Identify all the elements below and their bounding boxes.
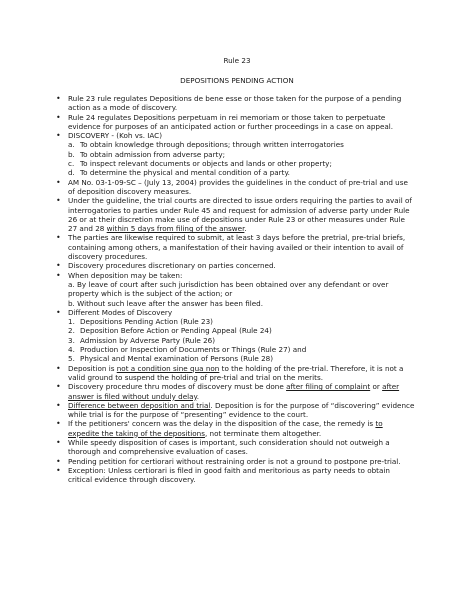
sub-item bbox=[68, 345, 416, 354]
text-segment: , not terminate them altogether. bbox=[204, 428, 322, 438]
bullet-text bbox=[68, 233, 405, 261]
sub-item bbox=[68, 317, 416, 326]
bullet-text bbox=[68, 457, 401, 466]
sub-list bbox=[68, 140, 416, 177]
bullet-item bbox=[56, 233, 416, 261]
bullet-item bbox=[56, 419, 416, 438]
bullet-item bbox=[56, 466, 416, 485]
sub-item-number: 3. bbox=[68, 335, 75, 345]
sub-list bbox=[68, 317, 416, 363]
underlined-text: after filing of complaint bbox=[286, 382, 371, 392]
sub-item-number: b. bbox=[68, 149, 75, 159]
bullet-item bbox=[56, 113, 416, 132]
text-segment: Pending petition for certiorari without restraining order is not a ground to postpone pre-trial. bbox=[68, 456, 401, 466]
bullet-item bbox=[56, 438, 416, 457]
bullet-text bbox=[68, 438, 390, 456]
bullet-text bbox=[68, 94, 401, 112]
bullet-text bbox=[68, 261, 276, 270]
sub-item bbox=[68, 140, 416, 149]
text-segment: . bbox=[244, 224, 247, 234]
text-segment: Different Modes of Discovery bbox=[68, 307, 173, 317]
sub-item bbox=[68, 354, 416, 363]
sub-item-text: b. Without such leave after the answer has been filed. bbox=[68, 298, 264, 308]
bullet-item bbox=[56, 271, 416, 308]
bullet-item bbox=[56, 382, 416, 401]
text-segment: Rule 24 regulates Depositions perpetuam in rei memoriam or those taken to perpetuate evidence for purposes of an anticipated action or further proceedings in a case on appeal. bbox=[68, 112, 394, 131]
sub-item-text: To obtain knowledge through depositions; through written interrogatories bbox=[80, 140, 344, 150]
sub-item-number: a. bbox=[68, 140, 75, 150]
bullet-text bbox=[68, 382, 399, 400]
text-segment: Exception: Unless certiorari is filed in good faith and meritorious as party needs to obtain critical evidence through discovery. bbox=[68, 465, 390, 485]
underlined-text: after answer is filed without unduly delay bbox=[68, 382, 400, 401]
sub-list bbox=[68, 280, 416, 308]
text-segment: DISCOVERY - (Koh vs. IAC) bbox=[68, 131, 163, 141]
sub-item-text: Depositions Pending Action (Rule 23) bbox=[80, 317, 213, 327]
bullet-text bbox=[68, 419, 383, 437]
bullet-item bbox=[56, 196, 416, 233]
sub-item-number: 1. bbox=[68, 317, 75, 327]
bullet-item bbox=[56, 457, 416, 466]
text-segment: AM No. 03-1-09-SC – (July 13, 2004) provides the guidelines in the conduct of pre-trial and use of deposition discovery measures. bbox=[68, 177, 408, 196]
bullet-item bbox=[56, 364, 416, 383]
bullet-text bbox=[68, 178, 408, 196]
sub-item bbox=[68, 168, 416, 177]
text-segment: Deposition is bbox=[68, 363, 117, 373]
bullet-text bbox=[68, 113, 393, 131]
underlined-text: to expedite the taking of the depositions bbox=[68, 419, 383, 438]
sub-item-number: d. bbox=[68, 168, 75, 178]
bullet-item bbox=[56, 178, 416, 197]
sub-item bbox=[68, 336, 416, 345]
underlined-text: not a condition sine qua non bbox=[116, 363, 220, 373]
section-heading: DEPOSITIONS PENDING ACTION bbox=[180, 76, 294, 85]
sub-item bbox=[68, 159, 416, 168]
text-segment: While speedy disposition of cases is important, such consideration should not outweigh a thorough and comprehensive evaluation of cases. bbox=[68, 437, 390, 457]
text-segment: Discovery procedure thru modes of discovery must be done bbox=[68, 382, 287, 392]
page-title: Rule 23 bbox=[223, 56, 251, 65]
text-segment: If the petitioners' concern was the delay in the disposition of the case, the remedy is bbox=[68, 419, 376, 429]
sub-item-number: c. bbox=[68, 159, 75, 169]
bullet-text bbox=[68, 271, 182, 280]
text-segment: . Deposition is for the purpose of “discovering” evidence while trial is for the purpose of “presenting” evidence to the court. bbox=[68, 400, 415, 420]
bullet-item bbox=[56, 131, 416, 177]
sub-item-text: To inspect relevant documents or objects and lands or other property; bbox=[80, 159, 332, 169]
text-segment: or bbox=[370, 382, 383, 392]
bullet-item bbox=[56, 401, 416, 420]
sub-item-text: To obtain admission from adverse party; bbox=[80, 149, 226, 159]
text-segment: Discovery procedures discretionary on parties concerned. bbox=[68, 261, 276, 271]
text-segment: When deposition may be taken: bbox=[68, 270, 183, 280]
sub-item-text: Admission by Adverse Party (Rule 26) bbox=[80, 335, 216, 345]
sub-item-text: Physical and Mental examination of Persons (Rule 28) bbox=[80, 354, 274, 364]
sub-item bbox=[68, 280, 416, 299]
bullet-item bbox=[56, 261, 416, 270]
underlined-text: Difference between deposition and trial bbox=[68, 400, 211, 410]
sub-item-text: To determine the physical and mental condition of a party. bbox=[80, 168, 290, 178]
text-segment: . bbox=[196, 391, 200, 401]
text-segment: Rule 23 rule regulates Depositions de bene esse or those taken for the purpose of a pending action as a mode of discovery. bbox=[68, 94, 402, 113]
text-segment: to the holding of the pre-trial. Therefore, it is not a valid ground to suspend the holding of pre-trial and trial on the merits. bbox=[68, 363, 404, 382]
text-segment: The parties are likewise required to submit, at least 3 days before the pretrial, pre-trial briefs, containing among others, a manifestation of their having availed or their intention to avail of discovery procedures. bbox=[68, 233, 406, 262]
bullet-text bbox=[68, 196, 412, 233]
bullet-text bbox=[68, 466, 390, 484]
sub-item-text: a. By leave of court after such jurisdiction has been obtained over any defendant or over property which is the subject of the action; or bbox=[68, 279, 389, 299]
sub-item bbox=[68, 326, 416, 335]
bullet-item bbox=[56, 94, 416, 113]
bullet-text bbox=[68, 401, 414, 419]
underlined-text: within 5 days from filing of the answer bbox=[106, 224, 245, 234]
sub-item-text: Deposition Before Action or Pending Appeal (Rule 24) bbox=[80, 326, 272, 336]
bullet-item bbox=[56, 308, 416, 364]
bullet-text bbox=[68, 364, 403, 382]
sub-item-number: 2. bbox=[68, 326, 75, 336]
sub-item-text: Production or Inspection of Documents or Things (Rule 27) and bbox=[80, 345, 307, 355]
text-segment: Under the guideline, the trial courts are directed to issue orders requiring the parties to avail of interrogatories to parties under Rule 45 and request for admission of adverse party under Rule 26 or at their discretion make use of depositions under Rule 23 or other measures under Rule 27 and 28 bbox=[68, 196, 412, 234]
sub-item-number: 4. bbox=[68, 345, 75, 355]
sub-item bbox=[68, 150, 416, 159]
sub-item-number: 5. bbox=[68, 354, 75, 364]
bullet-text bbox=[68, 308, 172, 317]
bullet-text bbox=[68, 131, 162, 140]
sub-item bbox=[68, 299, 416, 308]
bullet-list bbox=[56, 94, 416, 484]
